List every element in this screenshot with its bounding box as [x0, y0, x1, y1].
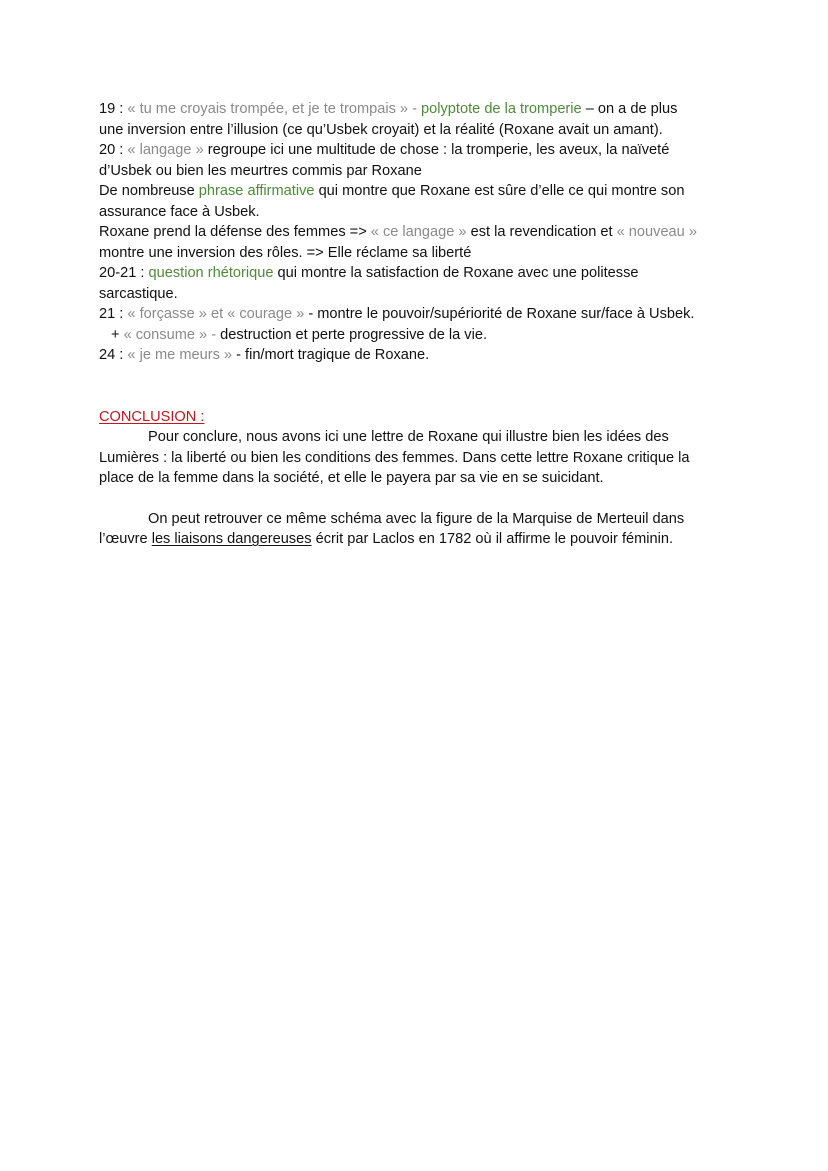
conclusion-paragraph-1-line-1: Pour conclure, nous avons ici une lettre de Roxane qui illustre bien les idées des: [148, 429, 669, 445]
conclusion-paragraph-2-line-2: l’œuvre les liaisons dangereuses écrit par Laclos en 1782 où il affirme le pouvoir féminin.: [99, 531, 674, 547]
stylistic-device: polyptote de la tromperie: [421, 101, 582, 117]
analysis-defense-cont: montre une inversion des rôles. => Elle réclame sa liberté: [99, 244, 472, 261]
quote: « tu me croyais trompée, et je te trompais » -: [127, 101, 422, 117]
analysis-affirmative: De nombreuse phrase affirmative qui montre que Roxane est sûre d’elle ce qui montre son: [99, 183, 685, 199]
quote: « nouveau »: [616, 224, 697, 240]
quote: « langage »: [127, 142, 204, 158]
quote: « je me meurs »: [127, 347, 233, 363]
stylistic-device: question rhétorique: [148, 265, 274, 281]
conclusion-paragraph-1-line-2: Lumières : la liberté ou bien les conditions des femmes. Dans cette lettre Roxane critique la: [99, 449, 690, 466]
analysis-line-20-cont: d’Usbek ou bien les meurtres commis par Roxane: [99, 162, 422, 179]
analysis-defense: Roxane prend la défense des femmes => « ce langage » est la revendication et « nouveau »: [99, 224, 697, 240]
analysis-line-24: 24 : « je me meurs » - fin/mort tragique de Roxane.: [99, 347, 430, 363]
quote: « consume » -: [123, 326, 217, 343]
analysis-line-19-cont: une inversion entre l’illusion (ce qu’Usbek croyait) et la réalité (Roxane avait un amant).: [99, 121, 663, 138]
analysis-line-20: 20 : « langage » regroupe ici une multitude de chose : la tromperie, les aveux, la naïveté: [99, 142, 670, 158]
analysis-line-21: 21 : « forçasse » et « courage » - montre le pouvoir/supériorité de Roxane sur/face à Usbek.: [99, 306, 695, 322]
analysis-line-19: 19 : « tu me croyais trompée, et je te trompais » - polyptote de la tromperie – on a de plus: [99, 101, 678, 117]
spacer: [99, 366, 739, 407]
conclusion-paragraph-2-line-1: On peut retrouver ce même schéma avec la figure de la Marquise de Merteuil dans: [148, 510, 685, 527]
conclusion-paragraph-1-line-3: place de la femme dans la société, et elle le payera par sa vie en se suicidant.: [99, 470, 604, 486]
book-title: les liaisons dangereuses: [151, 531, 312, 547]
quote: « ce langage »: [370, 224, 467, 240]
document-body: [99, 99, 739, 550]
quote: « courage »: [227, 306, 305, 322]
quote: « forçasse »: [127, 306, 207, 322]
conclusion-heading: CONCLUSION :: [99, 408, 205, 425]
spacer: [99, 489, 739, 509]
analysis-affirmative-cont: assurance face à Usbek.: [99, 203, 260, 220]
stylistic-device: phrase affirmative: [198, 183, 315, 199]
analysis-line-21-sub: + « consume » - destruction et perte progressive de la vie.: [111, 326, 488, 343]
analysis-line-20-21-cont: sarcastique.: [99, 285, 178, 302]
analysis-line-20-21: 20-21 : question rhétorique qui montre la satisfaction de Roxane avec une politesse: [99, 265, 639, 281]
